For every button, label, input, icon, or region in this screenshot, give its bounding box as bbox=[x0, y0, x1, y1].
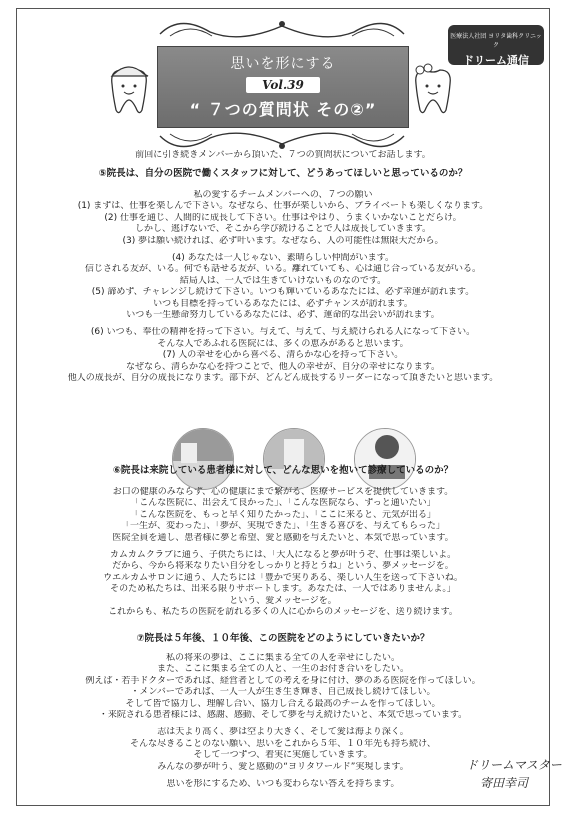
text-line: いつも目標を持っているあなたには、必ずチャンスが訪れます。 bbox=[153, 298, 413, 309]
text-line: いつも一生懸命努力しているあなたには、必ず、運命的な出会いが訪れます。 bbox=[126, 310, 440, 321]
answer-6 bbox=[30, 487, 536, 618]
intro-text: 前回に引き続きメンバーから頂いた、７つの質問状についてお話します。 bbox=[135, 150, 431, 160]
text-line: (1) まずは、仕事を楽しんで下さい。なぜなら、仕事が楽しいから、プライベートも楽しくなります。 bbox=[77, 201, 489, 212]
signature-title: ドリームマスター bbox=[466, 758, 562, 772]
text-line: なぜなら、清らかな心を持つことで、他人の幸せが、自分の幸せになります。 bbox=[125, 361, 441, 372]
text-line: 「こんな医院に、出会えて良かった」、「こんな医院なら、ずっと通いたい」 bbox=[130, 498, 436, 509]
text-line: 志は天より高く、夢は空より大きく、そして愛は海より深く。 bbox=[157, 727, 409, 738]
newsletter-badge bbox=[448, 25, 544, 65]
text-line: (3) 夢は願い続ければ、必ず叶います。なぜなら、人の可能性は無限大だから。 bbox=[122, 235, 444, 246]
text-line: みんなの夢が叶う、愛と感動の“ヨリタワールド”実現します。 bbox=[157, 761, 409, 772]
text-line: また、ここに集まる全ての人と、一生のお付き合いをしたい。 bbox=[156, 664, 409, 675]
text-line: 「一生が、変わった」、「夢が、実現できた」、「生きる喜びを、与えてもらった」 bbox=[121, 521, 445, 532]
title-box bbox=[157, 46, 409, 128]
question-6: ⑥院長は来院している患者様に対して、どんな思いを抱いて診療しているのか？ bbox=[112, 465, 454, 476]
text-line: そんな尽きることのない願い、思いをこれから５年、１０年先も持ち続け、 bbox=[130, 738, 436, 749]
text-line: 「こんな医院を、もっと早く知りたかった」、「ここに来ると、元気が出る」 bbox=[129, 509, 436, 520]
text-line: (2) 仕事を通じ、人間的に成長して下さい。仕事はやはり、うまくいかないことだらけ。 bbox=[104, 212, 462, 223]
text-line: 医院全員を通し、患者様に夢と希望、愛と感動を与えたいと、本気で思っています。 bbox=[112, 532, 454, 543]
text-line: 例えば・若手ドクターであれば、経営者としての考えを身に付け、夢のある医院を作ってほしい。 bbox=[85, 675, 481, 686]
text-line: 私の将来の夢は、ここに集まる全ての人を幸せにしたい。 bbox=[165, 653, 400, 663]
title-top: 思いを形にする bbox=[230, 56, 336, 72]
text-line: お口の健康のみならず、心の健康にまで繋がる、医療サービスを提供していきます。 bbox=[112, 487, 454, 497]
clinic-photo bbox=[263, 428, 325, 490]
text-line: しかし、逃げないで、そこから学び続けることで人は成長していきます。 bbox=[134, 224, 432, 235]
tooth-girl-icon bbox=[408, 60, 458, 118]
text-line: そんな人であふれる医院には、多くの恵みがあると思います。 bbox=[157, 338, 409, 349]
text-line: 他人の成長が、自分の成長になります。部下が、どんどん成長するリーダーになって頂きたいと思います。 bbox=[67, 373, 499, 384]
text-line: ウエルカムサロンに通う、人たちには「豊かで実りある、楽しい人生を送って下さいね。 bbox=[103, 572, 463, 583]
newsletter-name: ドリーム通信 bbox=[463, 54, 529, 67]
text-line: という、愛メッセージを。 bbox=[229, 595, 337, 606]
text-line: (6) いつも、奉仕の精神を持って下さい。与えて、与えて、与え続けられる人になって下さい。 bbox=[90, 327, 476, 338]
clinic-photo bbox=[172, 428, 234, 490]
text-line: そして一つずつ、着実に実施していきます。 bbox=[193, 750, 373, 761]
photo-row bbox=[0, 428, 566, 488]
text-line: 結局人は、一人では生きていけないものなのです。 bbox=[179, 275, 387, 286]
text-line: だから、今から将来なりたい自分をしっかりと持とうね」という、夢メッセージを。 bbox=[112, 561, 454, 572]
text-line: (7) 人の幸せを心から喜べる、清らかな心を持って下さい。 bbox=[162, 350, 404, 361]
section-intro bbox=[30, 150, 536, 161]
answer-5 bbox=[30, 190, 536, 385]
text-line: これからも、私たちの医院を訪れる多くの人に心からのメッセージを、送り続けます。 bbox=[108, 607, 458, 618]
clinic-name: 医療法人社団 ヨリタ歯科クリニック bbox=[450, 33, 542, 49]
text-line: ・来院される患者様には、感謝、感動、そして夢を与え続けたいと、本気で思っています。 bbox=[98, 710, 468, 721]
question-7: ⑦院長は５年後、１０年後、この医院をどのようにしていきたいか？ bbox=[136, 633, 430, 644]
text-line: 信じされる友が、いる。何でも話せる友が、いる。離れていても、心は通じ合っている友がいる。 bbox=[84, 264, 481, 275]
text-line: (5) 諦めず、チャレンジし続けて下さい。いつも輝いているあなたには、必ず幸運が訪れます。 bbox=[91, 287, 475, 298]
question-5: ⑤院長は、自分の医院で働くスタッフに対して、どうあってほしいと思っているのか？ bbox=[98, 168, 468, 179]
signature-name: 寄田幸司 bbox=[480, 776, 529, 790]
text-line: カムカムクラブに通う、子供たちには、「大人になると夢が叶うぞ、仕事は楽しいよ。 bbox=[109, 550, 457, 561]
text-line: そのため私たちは、出来る限りサポートします。あなたは、一人ではありませんよ。」 bbox=[110, 584, 456, 595]
text-line: (4) あなたは一人じゃない、素晴らしい仲間がいます。 bbox=[172, 253, 394, 264]
text-line: ・メンバーであれば、一人一人が生き生き輝き、自己成長し続けてほしい。 bbox=[130, 687, 436, 698]
tooth-boy-icon bbox=[104, 60, 154, 118]
signature bbox=[466, 756, 562, 792]
volume-label: Vol.39 bbox=[246, 77, 320, 93]
page-title: “ ７つの質問状 その②” bbox=[189, 100, 377, 119]
text-line: 私の愛するチームメンバーへの、７つの願い bbox=[193, 190, 373, 200]
text-line: そして皆で協力し、理解し合い、協力し合える最高のチームを作ってほしい。 bbox=[125, 698, 441, 709]
answer-7 bbox=[30, 653, 536, 790]
text-line: 思いを形にするため、いつも変わらない答えを持ちます。 bbox=[166, 779, 400, 790]
ornament-top-icon bbox=[150, 14, 414, 44]
clinic-photo bbox=[354, 428, 416, 490]
